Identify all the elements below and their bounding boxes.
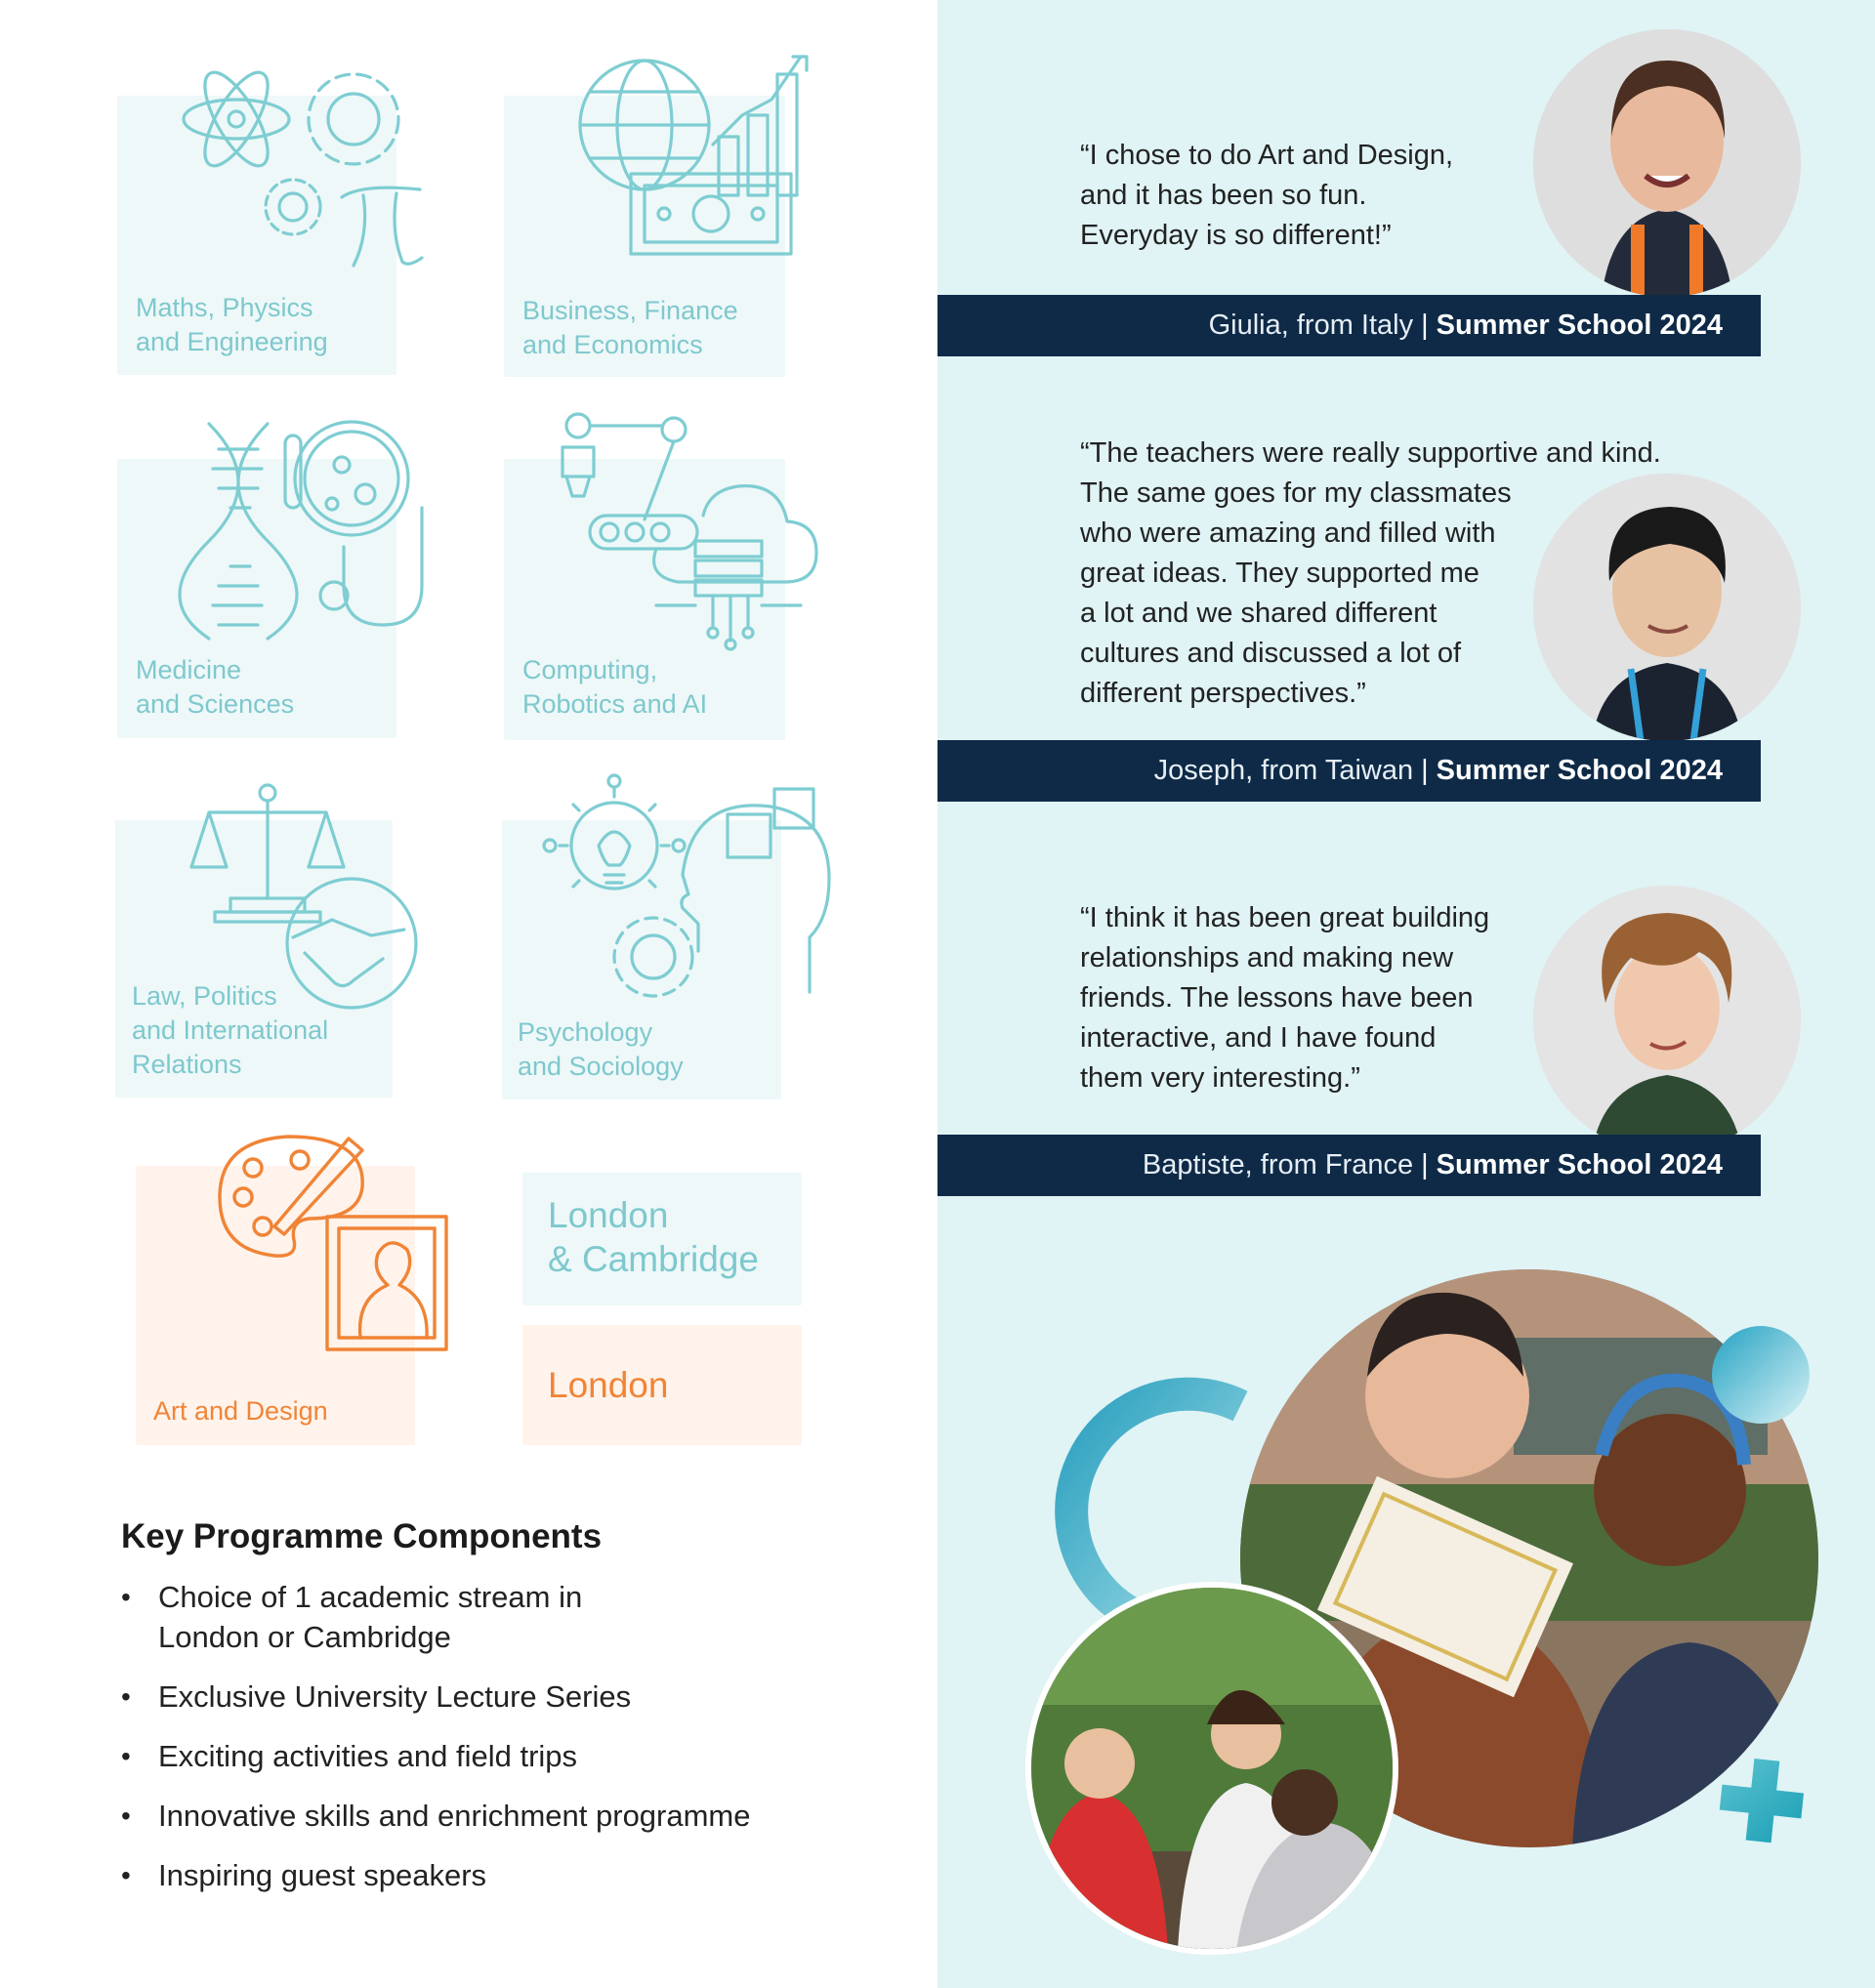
testimonial-event-3: Summer School 2024 xyxy=(1436,1149,1723,1180)
location-text-teal: London & Cambridge xyxy=(548,1195,759,1279)
separator: | xyxy=(1421,755,1429,786)
subject-label-psychology: Psychology and Sociology xyxy=(518,1017,684,1081)
bullet: • xyxy=(121,1741,131,1771)
testimonial-event-2: Summer School 2024 xyxy=(1436,755,1723,786)
list-item xyxy=(121,1855,863,1895)
list-item xyxy=(121,1577,863,1657)
bullet: • xyxy=(121,1860,131,1890)
list-item xyxy=(121,1677,863,1717)
dna-microscope-stethoscope-icon xyxy=(205,420,439,644)
subject-label-computing: Computing, Robotics and AI xyxy=(522,655,708,719)
testimonial-name-3: Baptiste, from France xyxy=(1142,1149,1414,1180)
list-item-text: Exciting activities and field trips xyxy=(158,1739,578,1773)
portrait-boy-icon xyxy=(1533,474,1801,741)
bullet: • xyxy=(121,1582,131,1612)
separator: | xyxy=(1421,1149,1429,1180)
key-components-title: Key Programme Components xyxy=(121,1517,603,1555)
avatar-giulia xyxy=(1533,29,1801,297)
bullet: • xyxy=(121,1801,131,1831)
subject-label-business: Business, Finance and Economics xyxy=(522,296,738,359)
lightbulb-head-puzzle-icon xyxy=(552,785,835,1010)
students-table-photo-icon xyxy=(1031,1588,1393,1949)
testimonial-name-1: Giulia, from Italy xyxy=(1208,310,1414,341)
subject-label-medicine: Medicine and Sciences xyxy=(136,655,295,719)
testimonial-banner-3 xyxy=(938,1135,1761,1196)
decorative-dot-icon xyxy=(1711,1325,1811,1425)
subject-label-art: Art and Design xyxy=(153,1396,328,1426)
avatar-joseph xyxy=(1533,474,1801,741)
palette-portrait-icon xyxy=(220,1133,454,1357)
globe-money-chart-icon xyxy=(576,47,811,271)
testimonial-quote-1: “I chose to do Art and Design, and it has been so fun. Everyday is so different!” xyxy=(1080,140,1454,251)
avatar-baptiste xyxy=(1533,886,1801,1153)
subject-label-law: Law, Politics and International Relations xyxy=(132,981,329,1079)
atom-gears-pi-icon xyxy=(166,49,439,283)
portrait-girl-icon xyxy=(1533,29,1801,297)
bullet: • xyxy=(121,1681,131,1712)
list-item xyxy=(121,1796,863,1836)
list-item-text: Innovative skills and enrichment programme xyxy=(158,1799,751,1833)
list-item-text: Exclusive University Lecture Series xyxy=(158,1679,632,1714)
photo-students-table xyxy=(1025,1582,1398,1955)
list-item-text: Inspiring guest speakers xyxy=(158,1858,487,1892)
portrait-boy-curly-icon xyxy=(1533,886,1801,1153)
separator: | xyxy=(1421,310,1429,341)
robot-arm-cloud-icon xyxy=(559,410,822,654)
decorative-plus-icon xyxy=(1717,1756,1807,1845)
testimonial-event-1: Summer School 2024 xyxy=(1436,310,1723,341)
testimonial-quote-2: “The teachers were really supportive and kind. The same goes for my classmates who were amazing and filled with great ideas. They supported me a lot and we shared different cultures and discussed a lot of different perspectives.” xyxy=(1080,437,1661,709)
list-item xyxy=(121,1736,863,1776)
testimonial-banner-1 xyxy=(938,295,1761,356)
testimonial-name-2: Joseph, from Taiwan xyxy=(1153,755,1414,786)
subject-label-maths: Maths, Physics and Engineering xyxy=(136,293,328,356)
key-components-list xyxy=(121,1577,863,1915)
location-text-orange: London xyxy=(548,1365,669,1405)
list-item-text: Choice of 1 academic stream in London or Cambridge xyxy=(158,1580,583,1654)
testimonial-banner-2 xyxy=(938,740,1761,802)
testimonial-quote-3: “I think it has been great building relationships and making new friends. The lessons have been interactive, and I have found them very interesting.” xyxy=(1080,902,1490,1094)
